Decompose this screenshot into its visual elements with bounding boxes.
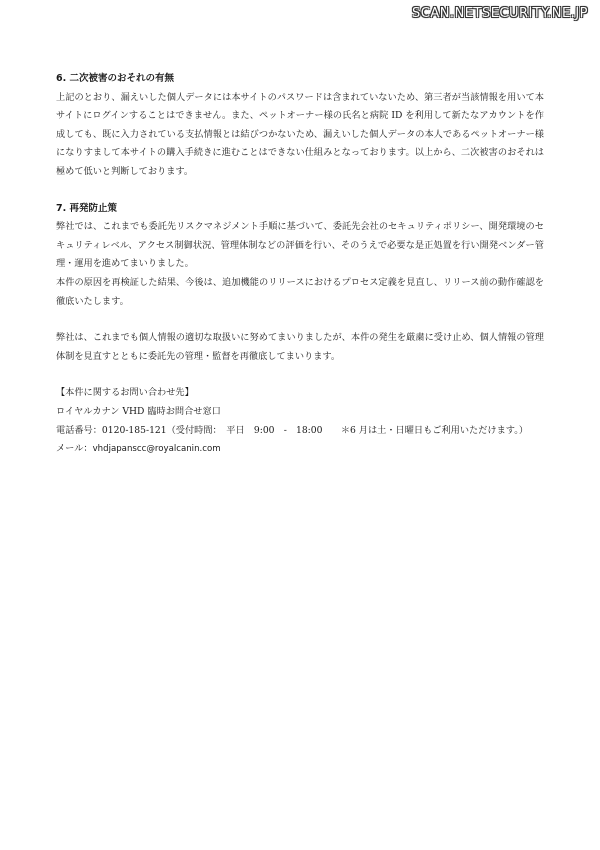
contact-phone: 電話番号：0120-185-121（受付時間： 平日 9:00 - 18:00 ＊6 月は土・日曜日もご利用いただけます。） xyxy=(56,424,529,436)
contact-email-label: メール： xyxy=(56,443,93,455)
document-page xyxy=(56,70,544,459)
contact-email-line xyxy=(56,440,544,459)
site-watermark: SCAN.NETSECURITY.NE.JP xyxy=(411,6,588,21)
contact-title: 【本件に関するお問い合わせ先】 xyxy=(56,387,194,399)
contact-office: ロイヤルカナン VHD 臨時お問合せ窓口 xyxy=(56,405,221,417)
spacer xyxy=(56,366,544,384)
closing-statement: 弊社は、これまでも個人情報の適切な取扱いに努めてまいりましたが、本件の発生を厳粛に受け止め、個人情報の管理体制を見直すとともに委託先の管理・監督を再徹底してまいります。 xyxy=(56,332,544,362)
section-7-body-1: 弊社では、これまでも委託先リスクマネジメント手順に基づいて、委託先会社のセキュリティポリシー、開発環境のセキュリティレベル、アクセス制御状況、管理体制などの評価を行い、そのうえで必要な是正処置を行い開発ベンダー管理・運用を進めてまいりました。 xyxy=(56,221,544,270)
contact-block xyxy=(56,384,544,458)
section-7-body-2: 本件の原因を再検証した結果、今後は、追加機能のリリースにおけるプロセス定義を見直し、リリース前の動作確認を徹底いたします。 xyxy=(56,276,544,307)
section-6-body: 上記のとおり、漏えいした個人データには本サイトのパスワードは含まれていないため、第三者が当該情報を用いて本サイトにログインすることはできません。また、ペットオーナー様の氏名と病院 ID を利用して新たなアカウントを作成しても、既に入力されている支払情報とは結びつかないため、漏えいした個人データの本人であるペットオーナー様になりすまして本サイトの購入手続きに進むことはできない仕組みとなっております。以上から、二次被害のおそれは極めて低いと判断しております。 xyxy=(56,91,544,177)
spacer xyxy=(56,311,544,329)
spacer xyxy=(56,182,544,200)
section-7-heading: 7. 再発防止策 xyxy=(56,202,118,214)
contact-email[interactable]: vhdjapanscc@royalcanin.com xyxy=(92,444,221,455)
section-6-heading: 6. 二次被害のおそれの有無 xyxy=(56,73,175,84)
